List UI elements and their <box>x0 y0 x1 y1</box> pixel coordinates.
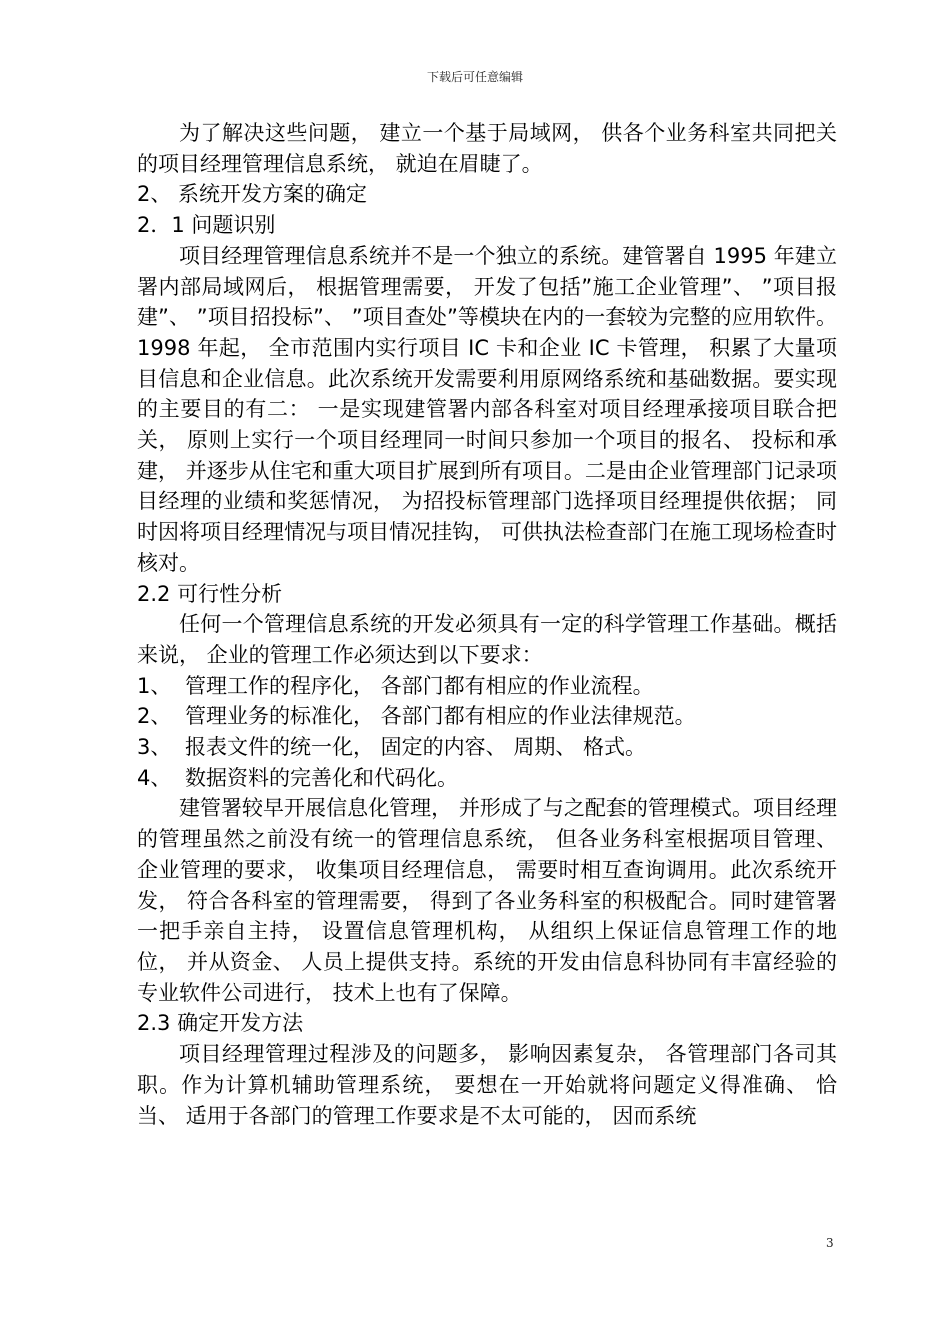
list-item-number: 1、 <box>137 673 172 698</box>
section-heading-2-1: 2．1 问题识别 <box>137 213 276 238</box>
list-item <box>137 671 837 702</box>
list-item <box>137 701 837 732</box>
section-heading-2: 2、 系统开发方案的确定 <box>137 182 368 207</box>
section-heading-2-2: 2.2 可行性分析 <box>137 581 283 606</box>
section-heading-2-3: 2.3 确定开发方法 <box>137 1011 304 1036</box>
requirements-list <box>137 671 837 794</box>
paragraph-development-method: 项目经理管理过程涉及的问题多， 影响因素复杂， 各管理部门各司其职。作为计算机辅助管理系统， 要想在一开始就将问题定义得准确、 恰当、 适用于各部门的管理工作要求是不太可能的， 因而系统 <box>137 1042 837 1128</box>
document-body <box>137 118 837 1131</box>
paragraph-problem-identification: 项目经理管理信息系统并不是一个独立的系统。建管署自 1995 年建立署内部局域网后， 根据管理需要， 开发了包括”施工企业管理”、 ”项目报建”、 ”项目招投标”、 ”项目查处”等模块在内的一套较为完整的应用软件。1998 年起， 全市范围内实行项目 IC 卡和企业 IC 卡管理， 积累了大量项目信息和企业信息。此次系统开发需要利用原网络系统和基础数据。要实现的主要目的有二： 一是实现建管署内部各科室对项目经理承接项目联合把关， 原则上实行一个项目经理同一时间只参加一个项目的报名、 投标和承建， 并逐步从住宅和重大项目扩展到所有项目。二是由企业管理部门记录项目经理的业绩和奖惩情况， 为招投标管理部门选择项目经理提供依据； 同时因将项目经理情况与项目情况挂钩， 可供执法检查部门在施工现场检查时核对。 <box>137 243 837 575</box>
paragraph-feasibility: 任何一个管理信息系统的开发必须具有一定的科学管理工作基础。概括来说， 企业的管理工作必须达到以下要求： <box>137 612 837 667</box>
list-item-text: 报表文件的统一化， 固定的内容、 周期、 格式。 <box>185 735 647 760</box>
list-item <box>137 763 837 794</box>
list-item <box>137 732 837 763</box>
page-header-note: 下载后可任意编辑 <box>426 70 523 84</box>
page-number: 3 <box>826 1236 834 1250</box>
list-item-number: 4、 <box>137 765 172 790</box>
list-item-number: 2、 <box>137 704 172 729</box>
paragraph-intro: 为了解决这些问题， 建立一个基于局域网， 供各个业务科室共同把关的项目经理管理信息系统， 就迫在眉睫了。 <box>137 121 837 176</box>
paragraph-management-basis: 建管署较早开展信息化管理， 并形成了与之配套的管理模式。项目经理的管理虽然之前没有统一的管理信息系统， 但各业务科室根据项目管理、 企业管理的要求， 收集项目经理信息， 需要时相互查询调用。此次系统开发， 符合各科室的管理需要， 得到了各业务科室的积极配合。同时建管署一把手亲自主持， 设置信息管理机构， 从组织上保证信息管理工作的地位， 并从资金、 人员上提供支持。系统的开发由信息科协同有丰富经验的专业软件公司进行， 技术上也有了保障。 <box>137 796 837 1005</box>
list-item-text: 管理业务的标准化， 各部门都有相应的作业法律规范。 <box>185 704 696 729</box>
list-item-text: 数据资料的完善化和代码化。 <box>185 765 458 790</box>
list-item-number: 3、 <box>137 735 172 760</box>
list-item-text: 管理工作的程序化， 各部门都有相应的作业流程。 <box>185 673 654 698</box>
